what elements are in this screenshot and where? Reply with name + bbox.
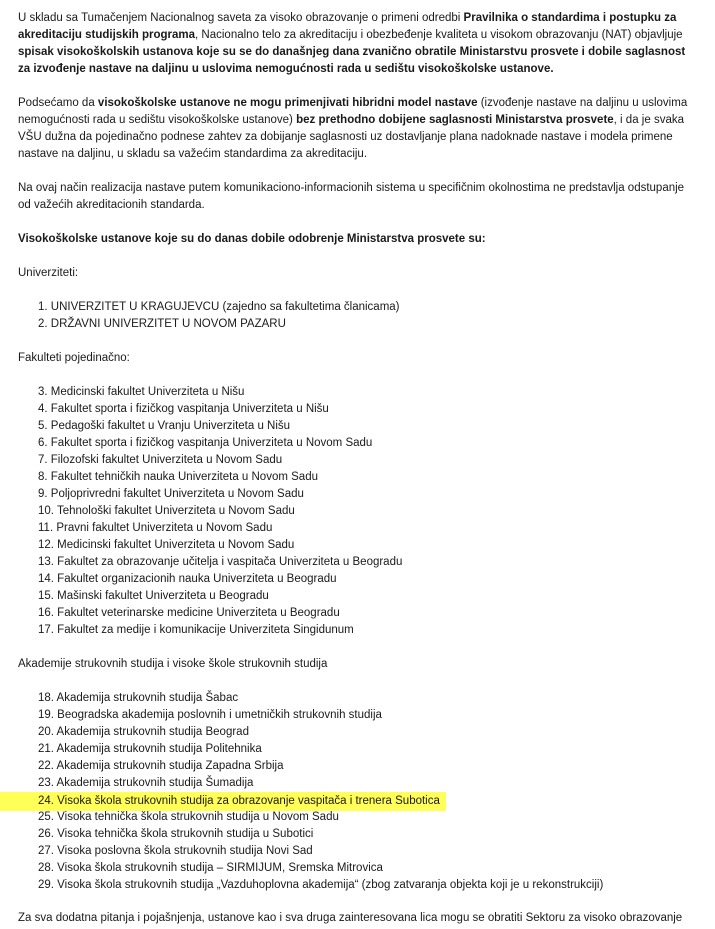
list-item: [38, 605, 402, 622]
list-item: [38, 843, 603, 860]
list-item-text: 26. Visoka tehnička škola strukovnih studija u Subotici: [38, 828, 314, 840]
list-item-text: 9. Poljoprivredni fakultet Univerziteta u Novom Sadu: [38, 488, 304, 500]
list-item-text: 1. UNIVERZITET U KRAGUJEVCU (zajedno sa fakultetima članicama): [38, 301, 400, 313]
list-item: [38, 401, 402, 418]
intro-paragraph-1: [18, 10, 698, 78]
list-item: [38, 775, 603, 792]
list-item-text: 3. Medicinski fakultet Univerziteta u Nišu: [38, 386, 245, 398]
list-item-text: 14. Fakultet organizacionih nauka Univerziteta u Beogradu: [38, 573, 337, 585]
list-item-text: 27. Visoka poslovna škola strukovnih studija Novi Sad: [38, 845, 313, 857]
list-item: [38, 418, 402, 435]
list-item: [38, 741, 603, 758]
list-item: [38, 316, 400, 333]
list-item: [38, 724, 603, 741]
list-item-text: 10. Tehnološki fakultet Univerziteta u Novom Sadu: [38, 505, 295, 517]
list-item-text: 15. Mašinski fakultet Univerziteta u Beogradu: [38, 590, 269, 602]
universities-list: [38, 299, 400, 333]
bold-text-run: visokoškolske ustanove ne mogu primenjivati hibridni model nastave: [97, 97, 478, 109]
list-item: [38, 588, 402, 605]
bold-text-run: spisak visokoškolskih ustanova koje su se do današnjeg dana zvanično obratile Ministarstvu prosvete i dobile saglasnost za izvođenje nastave na daljinu u uslovima nemogućnosti rada u sedištu visokoškolske ustanove.: [18, 46, 686, 75]
list-heading: Visokoškolske ustanove koje su do danas dobile odobrenje Ministarstva prosvete su:: [18, 233, 486, 245]
text-run: Podsećamo da: [18, 97, 98, 109]
list-item: [38, 537, 402, 554]
text-run: U skladu sa Tumačenjem Nacionalnog saveta za visoko obrazovanje o primeni odredbi: [18, 12, 464, 24]
list-item: [38, 503, 402, 520]
list-item-text: 16. Fakultet veterinarske medicine Univerziteta u Beogradu: [38, 607, 340, 619]
list-item: [38, 877, 603, 894]
academies-label: Akademije strukovnih studija i visoke škole strukovnih studija: [18, 658, 328, 670]
list-item-text: 28. Visoka škola strukovnih studija – SIRMIJUM, Sremska Mitrovica: [38, 862, 383, 874]
list-item-text: 19. Beogradska akademija poslovnih i umetničkih strukovnih studija: [38, 709, 382, 721]
academies-list: [38, 690, 603, 894]
list-item: [38, 554, 402, 571]
intro-paragraph-3: Na ovaj način realizacija nastave putem komunikaciono-informacionih sistema u specifičnim okolnostima ne predstavlja odstupanje od važećih akreditacionih standarda.: [18, 182, 685, 211]
list-item: [38, 826, 603, 843]
list-item: [38, 452, 402, 469]
text-run: (izvođenje nastave na daljinu u uslovima nemogućnosti rada u sedištu visokoškolske ustanove): [18, 97, 688, 126]
list-item-text: 21. Akademija strukovnih studija Politehnika: [38, 743, 262, 755]
list-item-text: 22. Akademija strukovnih studija Zapadna Srbija: [38, 760, 284, 772]
list-item-text: 6. Fakultet sporta i fizičkog vaspitanja Univerziteta u Novom Sadu: [38, 437, 373, 449]
list-item-text: 5. Pedagoški fakultet u Vranju Univerziteta u Nišu: [38, 420, 291, 432]
list-item-text: 12. Medicinski fakultet Univerziteta u Novom Sadu: [38, 539, 295, 551]
faculties-list: [38, 384, 402, 639]
list-item: [38, 469, 402, 486]
list-item-text: 4. Fakultet sporta i fizičkog vaspitanja Univerziteta u Nišu: [38, 403, 329, 415]
list-item: [38, 809, 603, 826]
list-item: [38, 622, 402, 639]
text-run: , i da je svaka VŠU dužna da pojedinačno podnese zahtev za dobijanje saglasnosti uz dostavljanje plana nadoknade nastave i modela primene nastave na daljinu, u skladu sa važećim standardima za akreditaciju.: [18, 114, 684, 160]
universities-label: Univerziteti:: [18, 267, 79, 279]
list-item-text: 7. Filozofski fakultet Univerziteta u Novom Sadu: [38, 454, 283, 466]
list-item: [38, 486, 402, 503]
bold-text-run: Pravilnika o standardima i postupku za akreditaciju studijskih programa: [18, 12, 677, 41]
list-item: [38, 690, 603, 707]
highlighted-list-item-text: 24. Visoka škola strukovnih studija za obrazovanje vaspitača i trenera Subotica: [0, 792, 446, 811]
intro-paragraph-2: [18, 95, 698, 163]
faculties-label: Fakulteti pojedinačno:: [18, 352, 130, 364]
list-item: [38, 707, 603, 724]
list-item: [38, 435, 402, 452]
bold-text-run: bez prethodno dobijene saglasnosti Ministarstva prosvete: [296, 114, 614, 126]
list-item-text: 29. Visoka škola strukovnih studija „Vazduhoplovna akademija“ (zbog zatvaranja objekta koji je u rekonstrukciji): [38, 879, 604, 891]
list-item-text: 17. Fakultet za medije i komunikacije Univerziteta Singidunum: [38, 624, 354, 636]
list-item-text: 2. DRŽAVNI UNIVERZITET U NOVOM PAZARU: [38, 318, 286, 330]
list-item-text: 13. Fakultet za obrazovanje učitelja i vaspitača Univerziteta u Beogradu: [38, 556, 403, 568]
list-item-text: 20. Akademija strukovnih studija Beograd: [38, 726, 249, 738]
list-item-text: 23. Akademija strukovnih studija Šumadija: [38, 777, 254, 789]
list-item: [38, 758, 603, 775]
closing-paragraph: Za sva dodatna pitanja i pojašnjenja, ustanove kao i sva druga zainteresovana lica mogu se obratiti Sektoru za visoko obrazovanje: [18, 912, 683, 924]
list-item: [38, 520, 402, 537]
list-item: [38, 299, 400, 316]
list-item: [38, 571, 402, 588]
list-item-text: 18. Akademija strukovnih studija Šabac: [38, 692, 239, 704]
list-item: [38, 792, 603, 809]
list-item-text: 25. Visoka tehnička škola strukovnih studija u Novom Sadu: [38, 811, 339, 823]
list-item: [38, 860, 603, 877]
list-item-text: 8. Fakultet tehničkih nauka Univerziteta u Novom Sadu: [38, 471, 318, 483]
text-run: , Nacionalno telo za akreditaciju i obezbeđenje kvaliteta u visokom obrazovanju (NAT) objavljuje: [195, 29, 683, 41]
list-item-text: 11. Pravni fakultet Univerziteta u Novom Sadu: [38, 522, 273, 534]
list-item: [38, 384, 402, 401]
